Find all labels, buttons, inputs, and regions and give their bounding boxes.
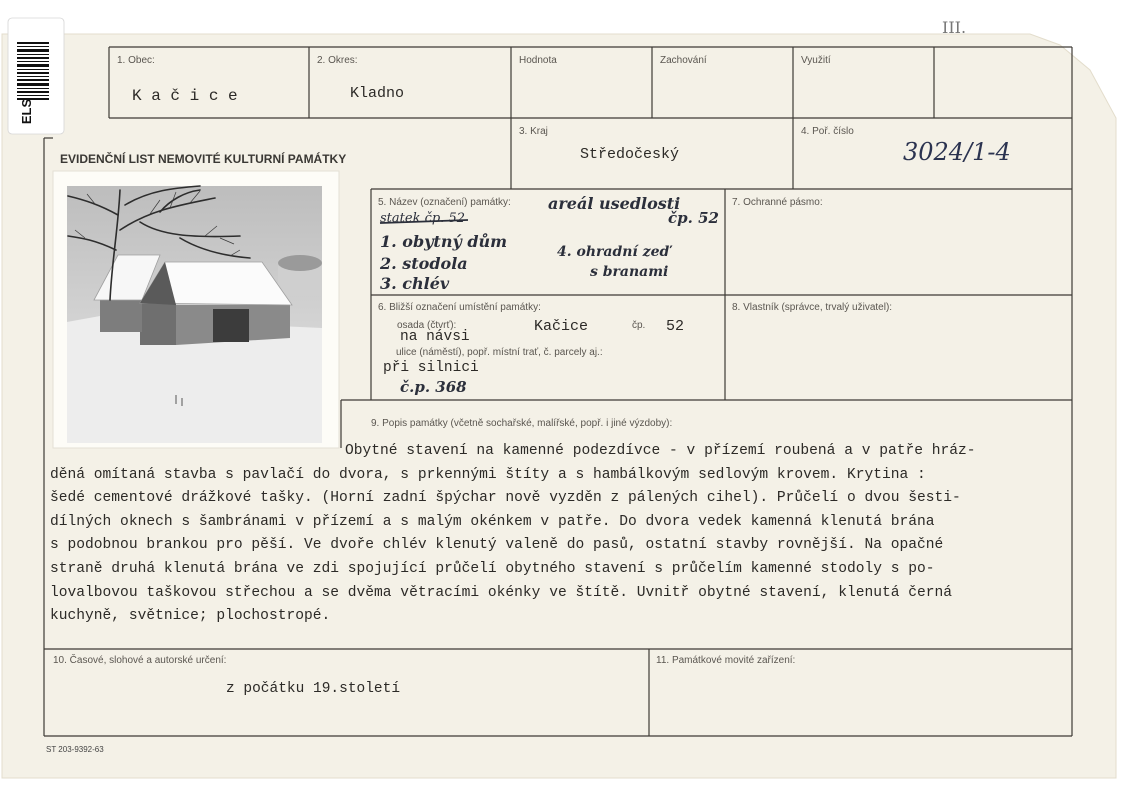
obec-value: K a č i c e bbox=[132, 87, 238, 105]
popis-text bbox=[50, 440, 1065, 629]
popis-line-1: Obytné stavení na kamenné podezdívce - v přízemí roubená a v patře hráz- bbox=[345, 443, 976, 459]
cp-value: 52 bbox=[666, 318, 685, 335]
nazev-item-3: 3. chlév bbox=[380, 274, 450, 293]
nazev-item-4-line1: 4. ohradní zeď bbox=[557, 244, 670, 260]
navsi-value: na návsi bbox=[400, 329, 470, 345]
monument-photo bbox=[67, 186, 322, 443]
vlastnik-label: 8. Vlastník (správce, trvalý uživatel): bbox=[732, 302, 893, 313]
nazev-cp: čp. 52 bbox=[668, 209, 719, 227]
umisteni-cp-handwritten: č.p. 368 bbox=[400, 378, 467, 396]
top-right-mark: III. bbox=[942, 18, 967, 37]
osada-label: osada (čtvrť): bbox=[397, 320, 457, 331]
ulice-label: ulice (náměstí), popř. místní trať, č. parcely aj.: bbox=[396, 347, 603, 358]
popis-line-6: straně druhá klenutá brána ve zdi spojující průčelí obytného stavení s průčelím kamenné stodoly s po- bbox=[50, 560, 935, 577]
popis-line-4: dílných oknech s šambránami v přízemí a s malým okénkem v patře. Do dvora vedek kamenná klenutá brána bbox=[50, 513, 935, 530]
popis-label: 9. Popis památky (včetně sochařské, malířské, popř. i jiné výzdoby): bbox=[371, 418, 673, 429]
por-cislo-value: 3024/1-4 bbox=[903, 138, 1011, 166]
nazev-item-2: 2. stodola bbox=[380, 254, 468, 273]
nazev-label: 5. Název (označení) památky: bbox=[378, 197, 511, 208]
okres-value: Kladno bbox=[350, 85, 405, 102]
nazev-item-1: 1. obytný dům bbox=[380, 232, 508, 251]
footer-code: ST 203-9392-63 bbox=[46, 745, 104, 754]
popis-line-8: kuchyně, světnice; plochostropé. bbox=[50, 608, 331, 625]
kraj-label: 3. Kraj bbox=[519, 126, 548, 137]
nazev-areal: areál usedlosti bbox=[548, 194, 681, 213]
umisteni-label: 6. Bližší označení umístění památky: bbox=[378, 302, 541, 313]
popis-line-3: šedé cementové drážkové tašky. (Horní zadní špýchar nově vyzděn z pálených cihel). Průčelí o dvou šesti- bbox=[50, 490, 961, 507]
popis-line-5: s podobnou brankou pro pěší. Ve dvoře chlév klenutý valeně do pasů, ostatní stavby rovnější. Na opačné bbox=[50, 537, 944, 554]
nazev-item-4-line2: s branami bbox=[590, 264, 669, 280]
obec-label: 1. Obec: bbox=[117, 55, 155, 66]
zachovani-label: Zachování bbox=[660, 55, 707, 66]
popis-line-7: lovalbovou taškovou střechou a se dvěma větracími okénky ve štítě. Uvnitř obytné stavení, klenutá černá bbox=[50, 584, 953, 601]
osada-value: Kačice bbox=[534, 318, 589, 335]
movite-label: 11. Památkové movité zařízení: bbox=[656, 655, 796, 666]
sticker-label: ELS bbox=[19, 98, 35, 125]
datace-value: z počátku 19.století bbox=[226, 681, 401, 697]
hodnota-label: Hodnota bbox=[519, 55, 557, 66]
okres-label: 2. Okres: bbox=[317, 55, 358, 66]
ochranne-pasmo-label: 7. Ochranné pásmo: bbox=[732, 197, 823, 208]
vyuziti-label: Využití bbox=[801, 55, 831, 66]
popis-line-2: děná omítaná stavba s pavlačí do dvora, s prkennými štíty a s hambálkovým sedlovým krovem. Krytina : bbox=[50, 466, 926, 483]
por-cislo-label: 4. Poř. číslo bbox=[801, 126, 854, 137]
form-title: EVIDENČNÍ LIST NEMOVITÉ KULTURNÍ PAMÁTKY bbox=[60, 152, 347, 166]
ulice-value: při silnici bbox=[383, 360, 479, 376]
cp-label: čp. bbox=[632, 320, 646, 331]
datace-label: 10. Časové, slohové a autorské určení: bbox=[53, 655, 227, 666]
nazev-struck-text: statek čp. 52 bbox=[380, 211, 465, 226]
kraj-value: Středočeský bbox=[580, 146, 680, 163]
